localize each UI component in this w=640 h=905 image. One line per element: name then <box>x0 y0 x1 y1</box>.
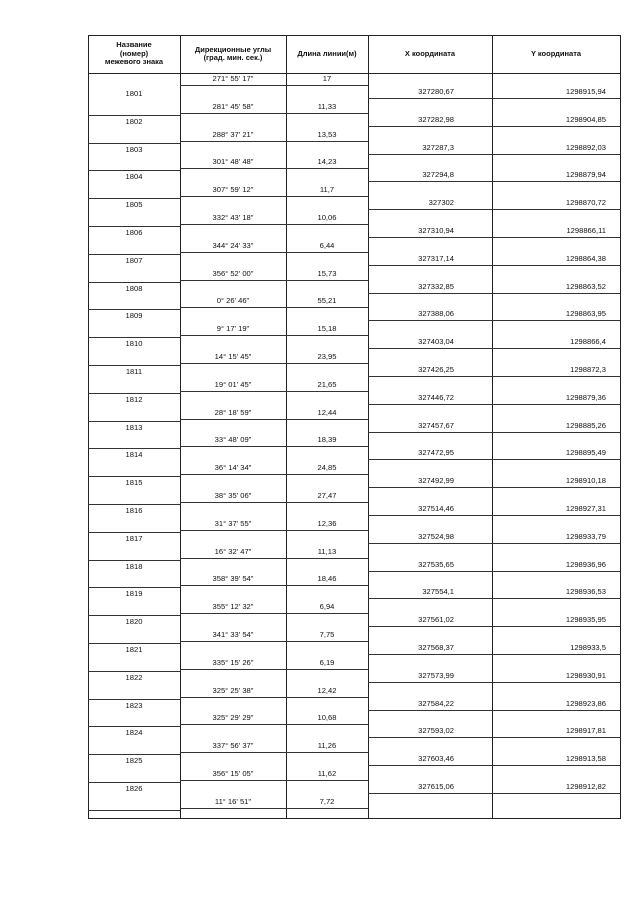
segment-length: 15,18 <box>317 324 337 334</box>
segment-length: 18,39 <box>317 435 337 445</box>
point-y: 1298866,4 <box>570 337 606 347</box>
segment-length: 17 <box>322 74 332 83</box>
segment-angle: 332° 43' 18" <box>212 213 254 222</box>
point-name: 1817 <box>125 533 143 543</box>
segment-angle: 356° 52' 00" <box>212 268 254 278</box>
segment-angle: 301° 48' 48" <box>212 157 254 167</box>
point-x: 327554,1 <box>422 587 454 597</box>
segment-angle: 335° 15' 26" <box>212 657 254 667</box>
segment-angle: 31° 37' 55" <box>214 518 252 528</box>
point-y: 1298879,36 <box>565 392 606 402</box>
point-name: 1812 <box>125 394 143 404</box>
point-name: 1804 <box>125 172 143 182</box>
point-y: 1298864,38 <box>565 253 606 263</box>
segment-angle: 337° 56' 37" <box>212 741 254 751</box>
segment-length: 14,23 <box>317 157 337 167</box>
header-length: Длина линии(м) <box>297 48 357 58</box>
point-x: 327573,99 <box>418 670 454 680</box>
segment-length: 18,46 <box>317 574 337 584</box>
point-x: 327457,67 <box>418 420 454 430</box>
point-x: 327593,02 <box>418 726 454 736</box>
point-x: 327282,98 <box>418 114 454 124</box>
point-name: 1810 <box>125 339 143 349</box>
segment-length: 10,68 <box>317 713 337 723</box>
segment-angle: 36° 14' 34" <box>214 463 252 473</box>
point-name: 1816 <box>125 506 143 515</box>
point-name: 1824 <box>125 728 143 738</box>
point-name: 1808 <box>125 283 143 293</box>
segment-length: 24,85 <box>317 463 337 473</box>
point-y: 1298933,79 <box>565 531 606 541</box>
segment-angle: 271° 55' 17" <box>212 74 254 83</box>
point-name: 1821 <box>125 645 143 654</box>
point-y: 1298913,58 <box>565 754 606 764</box>
point-name: 1806 <box>125 228 143 237</box>
header-x: X координата <box>404 48 456 58</box>
point-y: 1298895,49 <box>565 448 606 458</box>
segment-angle: 0° 26' 46" <box>216 296 250 306</box>
segment-length: 7,75 <box>319 630 335 639</box>
segment-angle: 9° 17' 19" <box>216 324 250 334</box>
point-name: 1820 <box>125 617 143 627</box>
point-y: 1298923,86 <box>565 698 606 708</box>
segment-angle: 356° 15' 05" <box>212 769 254 778</box>
point-x: 327568,37 <box>418 643 454 652</box>
point-x: 327514,46 <box>418 504 454 513</box>
header-angle: Дирекционные углы (град. мин. сек.) <box>194 44 272 62</box>
segment-length: 27,47 <box>317 491 337 500</box>
segment-length: 21,65 <box>317 379 337 389</box>
segment-length: 11,7 <box>319 185 335 195</box>
segment-angle: 288° 37' 21" <box>212 129 254 139</box>
point-y: 1298904,85 <box>565 114 606 124</box>
point-x: 327310,94 <box>418 226 454 235</box>
segment-angle: 344° 24' 33" <box>212 240 254 250</box>
point-y: 1298936,53 <box>565 587 606 597</box>
segment-length: 11,26 <box>317 741 337 751</box>
point-y: 1298912,82 <box>565 782 606 791</box>
segment-angle: 16° 32' 47" <box>214 546 252 556</box>
point-y: 1298866,11 <box>566 226 606 235</box>
point-x: 327615,06 <box>418 782 454 791</box>
point-name: 1823 <box>125 700 143 710</box>
segment-angle: 325° 25' 38" <box>212 685 254 695</box>
point-x: 327584,22 <box>418 698 454 708</box>
point-name: 1825 <box>125 756 143 766</box>
point-name: 1802 <box>125 116 143 126</box>
point-name: 1805 <box>125 200 143 210</box>
segment-angle: 281° 45' 58" <box>212 101 254 111</box>
point-y: 1298872,3 <box>570 365 606 374</box>
point-x: 327446,72 <box>418 392 454 402</box>
point-y: 1298933,5 <box>570 643 606 652</box>
segment-length: 11,33 <box>317 101 337 111</box>
segment-length: 12,44 <box>317 407 337 417</box>
segment-length: 13,53 <box>317 129 337 139</box>
segment-length: 15,73 <box>317 268 337 278</box>
point-name: 1801 <box>125 89 143 98</box>
segment-angle: 358° 39' 54" <box>212 574 254 584</box>
point-y: 1298879,94 <box>565 170 606 180</box>
point-y: 1298930,91 <box>565 670 606 680</box>
point-y: 1298892,03 <box>565 142 606 152</box>
segment-angle: 11° 16' 51" <box>214 796 252 806</box>
point-y: 1298927,31 <box>565 504 606 513</box>
point-x: 327492,99 <box>418 476 454 486</box>
point-x: 327603,46 <box>418 754 454 764</box>
segment-angle: 325° 29' 29" <box>212 713 254 723</box>
segment-angle: 355° 12' 32" <box>212 602 254 612</box>
segment-length: 12,36 <box>317 518 337 528</box>
segment-angle: 307° 59' 12" <box>212 185 254 195</box>
point-x: 327388,06 <box>418 309 454 319</box>
segment-length: 7,72 <box>319 796 335 806</box>
point-x: 327302 <box>428 198 454 208</box>
segment-angle: 19° 01' 45" <box>214 379 252 389</box>
point-name: 1815 <box>125 478 143 488</box>
point-name: 1803 <box>125 144 143 154</box>
segment-angle: 341° 33' 54" <box>212 630 254 639</box>
header-name: Название (номер) межевого знака <box>104 40 164 67</box>
point-y: 1298863,95 <box>565 309 606 319</box>
point-x: 327280,67 <box>418 87 454 96</box>
segment-length: 11,62 <box>317 769 337 778</box>
point-x: 327426,25 <box>418 365 454 374</box>
point-x: 327287,3 <box>422 142 454 152</box>
point-x: 327403,04 <box>418 337 454 347</box>
point-x: 327317,14 <box>418 253 454 263</box>
segment-length: 10,06 <box>317 213 337 222</box>
point-name: 1822 <box>125 672 143 682</box>
point-x: 327524,98 <box>418 531 454 541</box>
segment-length: 23,95 <box>317 352 337 361</box>
segment-angle: 28° 18' 59" <box>214 407 252 417</box>
point-name: 1826 <box>125 784 143 793</box>
point-name: 1811 <box>125 367 143 376</box>
point-name: 1814 <box>125 450 143 460</box>
point-x: 327535,65 <box>418 559 454 569</box>
point-name: 1819 <box>125 589 143 599</box>
segment-length: 6,94 <box>319 602 335 612</box>
point-x: 327561,02 <box>418 615 454 625</box>
point-name: 1813 <box>125 422 143 432</box>
point-x: 327294,8 <box>422 170 454 180</box>
header-y: Y координата <box>530 48 582 58</box>
point-name: 1809 <box>125 311 143 321</box>
segment-angle: 38° 35' 06" <box>214 491 252 500</box>
point-y: 1298915,94 <box>565 87 606 96</box>
point-y: 1298910,18 <box>565 476 606 486</box>
point-y: 1298935,95 <box>565 615 606 625</box>
point-x: 327472,95 <box>418 448 454 458</box>
segment-angle: 14° 15' 45" <box>214 352 252 361</box>
segment-length: 6,44 <box>319 240 335 250</box>
segment-length: 55,21 <box>317 296 337 306</box>
point-y: 1298885,26 <box>565 420 606 430</box>
point-y: 1298917,81 <box>565 726 606 736</box>
point-y: 1298870,72 <box>565 198 606 208</box>
point-x: 327332,85 <box>418 281 454 291</box>
segment-length: 11,13 <box>317 546 337 556</box>
point-name: 1807 <box>125 255 143 265</box>
point-y: 1298863,52 <box>565 281 606 291</box>
point-y: 1298936,96 <box>565 559 606 569</box>
segment-length: 6,19 <box>319 657 335 667</box>
segment-length: 12,42 <box>317 685 337 695</box>
point-name: 1818 <box>125 561 143 571</box>
segment-angle: 33° 48' 09" <box>214 435 252 445</box>
coordinates-table <box>88 35 620 819</box>
